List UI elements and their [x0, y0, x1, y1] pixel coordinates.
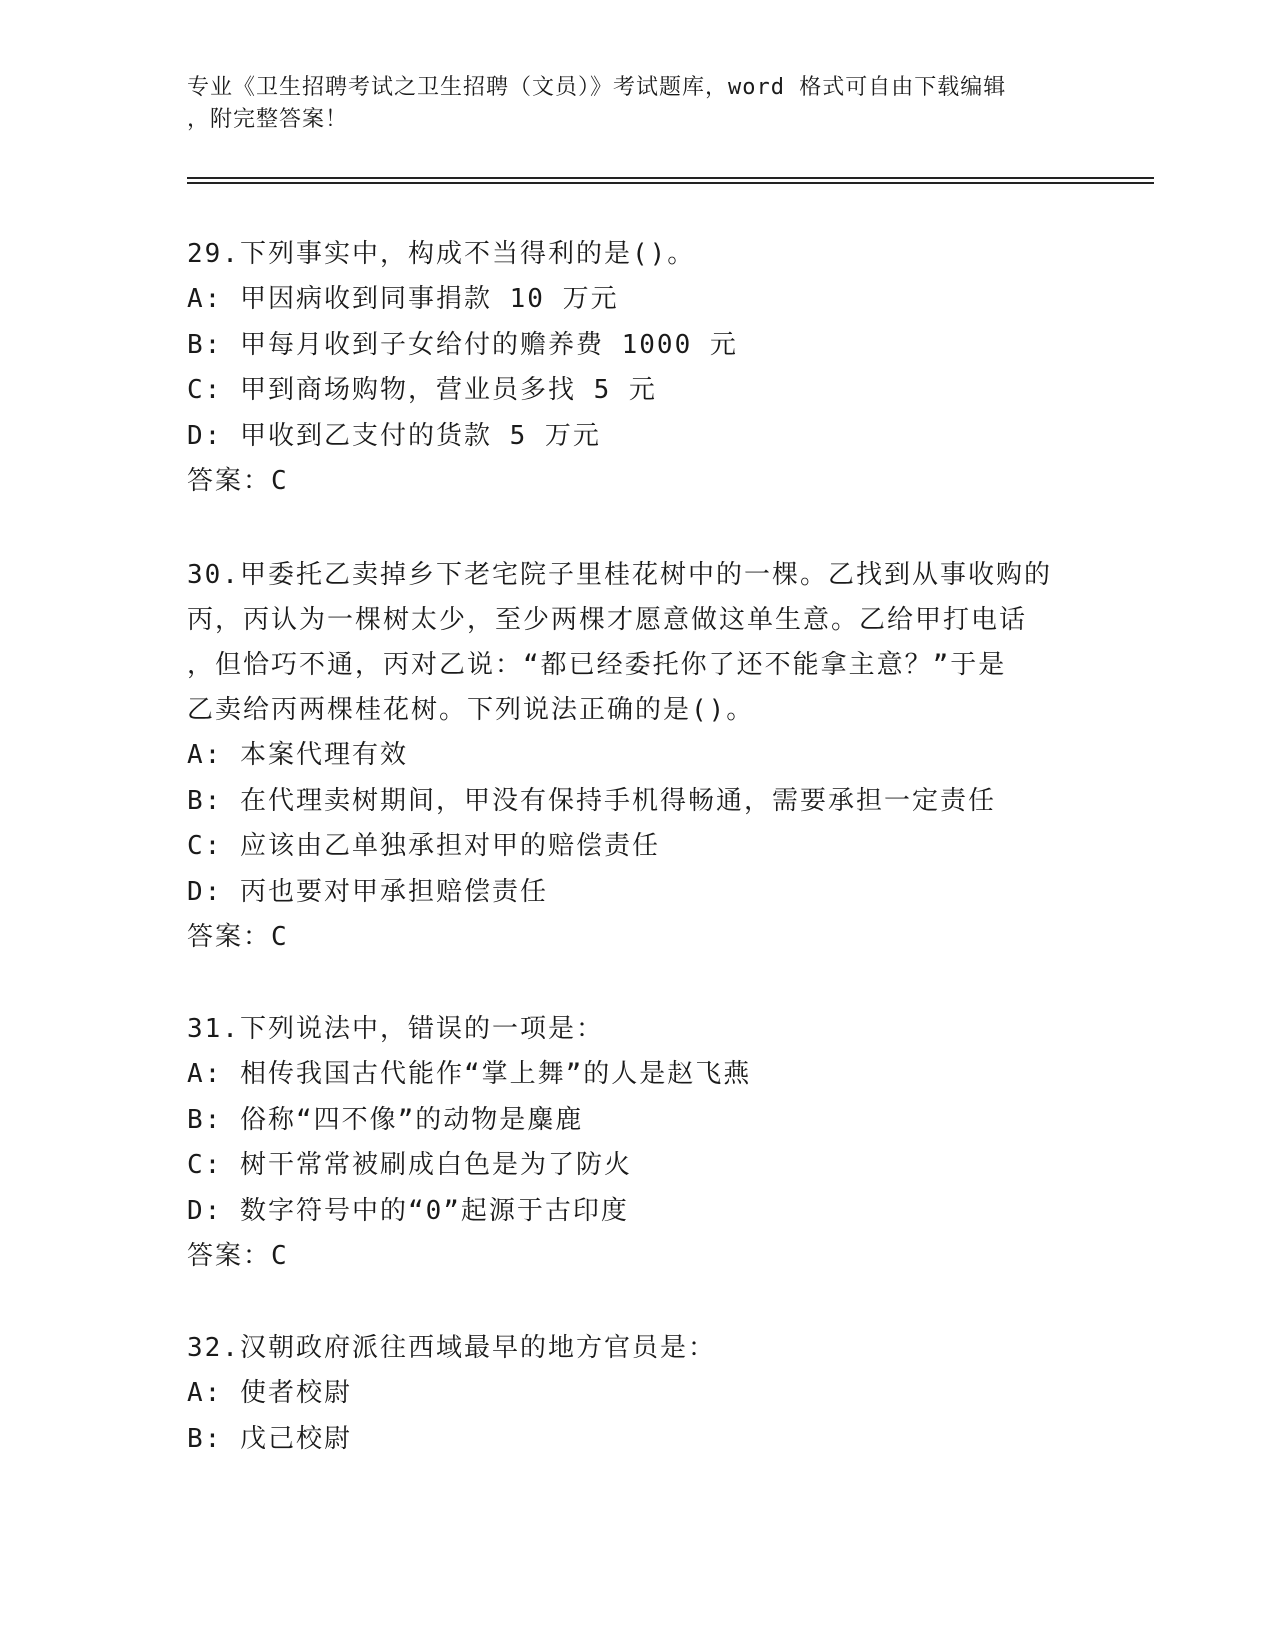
question-text: 31.下列说法中，错误的一项是：	[187, 1014, 604, 1044]
option-b: B: 俗称“四不像”的动物是麋鹿	[187, 1104, 584, 1135]
option-d: D: 丙也要对甲承担赔偿责任	[187, 876, 548, 907]
question-29	[187, 232, 1087, 504]
option-c: C: 应该由乙单独承担对甲的赔偿责任	[187, 831, 660, 861]
option-d: D: 甲收到乙支付的货款 5 万元	[187, 420, 601, 451]
answer-label: 答案：C	[187, 466, 289, 496]
question-text: 29.下列事实中，构成不当得利的是()。	[187, 239, 696, 269]
answer-label: 答案：C	[187, 922, 289, 952]
header-line-1: 专业《卫生招聘考试之卫生招聘（文员）》考试题库，word 格式可自由下载编辑	[187, 75, 1007, 100]
option-c: C: 树干常常被刷成白色是为了防火	[187, 1150, 632, 1180]
option-a: A: 本案代理有效	[187, 740, 408, 770]
question-text: 30.甲委托乙卖掉乡下老宅院子里桂花树中的一棵。乙找到从事收购的	[187, 560, 1052, 590]
header-line-2: ，附完整答案！	[187, 107, 349, 132]
option-b: B: 戊己校尉	[187, 1423, 352, 1454]
option-a: A: 甲因病收到同事捐款 10 万元	[187, 284, 619, 314]
document-header	[187, 72, 1087, 136]
option-d: D: 数字符号中的“0”起源于古印度	[187, 1195, 629, 1226]
question-31	[187, 1007, 1087, 1279]
option-a: A: 使者校尉	[187, 1378, 352, 1408]
question-text: 乙卖给丙两棵桂花树。下列说法正确的是()。	[187, 695, 755, 725]
question-text: 32.汉朝政府派往西域最早的地方官员是：	[187, 1333, 716, 1363]
question-30	[187, 553, 1087, 960]
header-rule-top	[187, 177, 1154, 179]
option-b: B: 在代理卖树期间，甲没有保持手机得畅通，需要承担一定责任	[187, 785, 996, 816]
option-b: B: 甲每月收到子女给付的赡养费 1000 元	[187, 329, 738, 360]
question-32	[187, 1326, 1087, 1462]
header-rule-bottom	[187, 182, 1154, 184]
question-text: ，但恰巧不通，丙对乙说：“都已经委托你了还不能拿主意？”于是	[187, 650, 1007, 680]
question-text: 丙，丙认为一棵树太少，至少两棵才愿意做这单生意。乙给甲打电话	[187, 605, 1028, 635]
option-c: C: 甲到商场购物，营业员多找 5 元	[187, 375, 657, 405]
option-a: A: 相传我国古代能作“掌上舞”的人是赵飞燕	[187, 1059, 752, 1089]
answer-label: 答案：C	[187, 1241, 289, 1271]
